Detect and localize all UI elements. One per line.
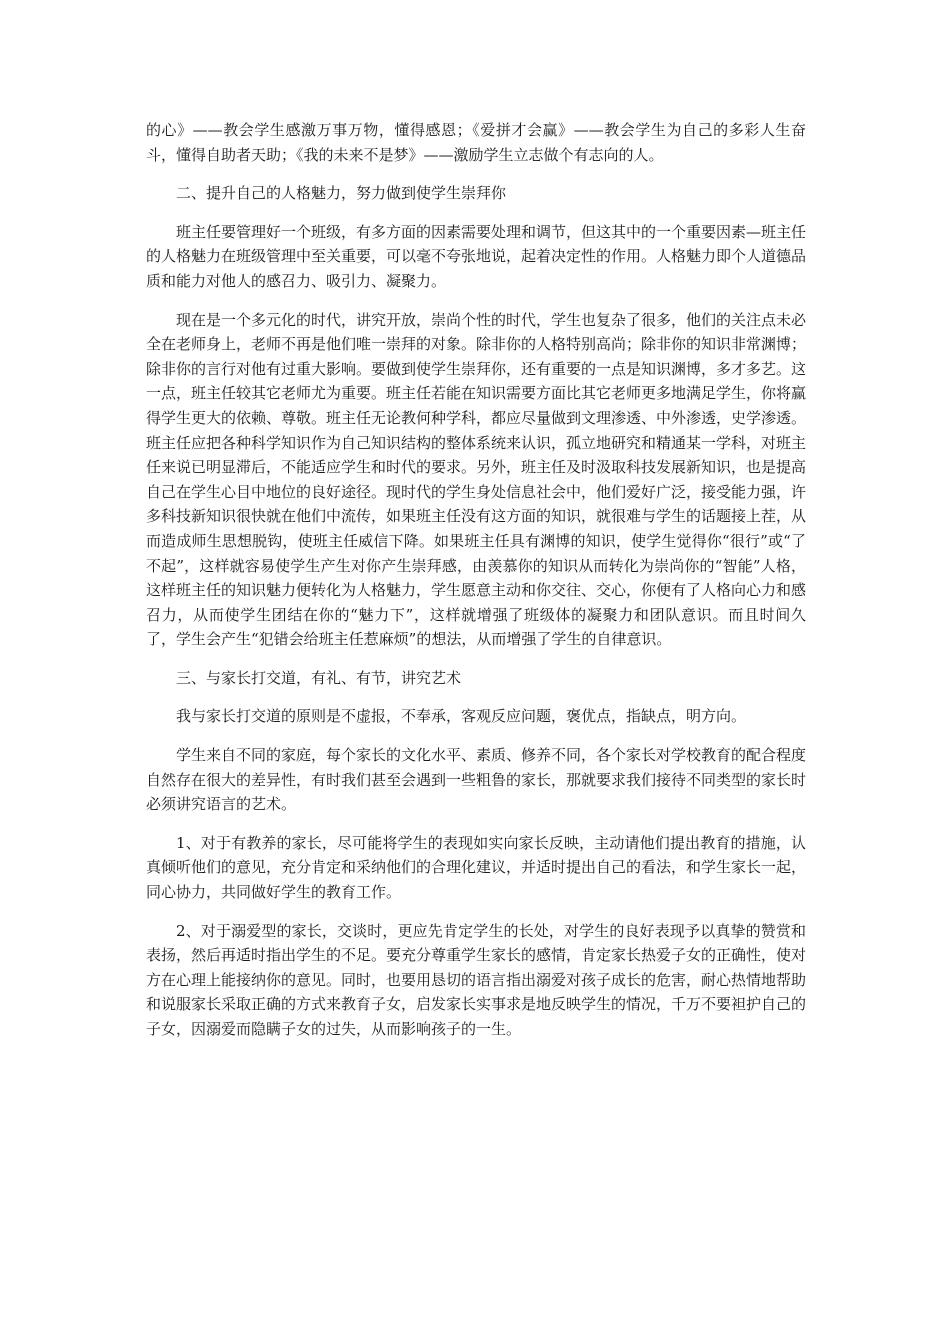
paragraph: 学生来自不同的家庭，每个家长的文化水平、素质、修养不同，各个家长对学校教育的配合程度自然存在很大的差异性，有时我们甚至会遇到一些粗鲁的家长，那就要求我们接待不同类型的家长时必须讲究语言的艺术。	[146, 746, 807, 814]
paragraph-continuation: 的心》——教会学生感激万事万物，懂得感恩；《爱拼才会赢》——教会学生为自己的多彩人生奋斗，懂得自助者天助；《我的未来不是梦》——激励学生立志做个有志向的人。	[146, 121, 806, 164]
list-item-paragraph: 1、对于有教养的家长，尽可能将学生的表现如实向家长反映，主动请他们提出教育的措施，认真倾听他们的意见，充分肯定和采纳他们的合理化建议，并适时提出自己的看法，和学生家长一起，同心协力，共同做好学生的教育工作。	[146, 833, 807, 902]
document-page	[146, 118, 806, 1056]
paragraph: 现在是一个多元化的时代，讲究开放，崇尚个性的时代，学生也复杂了很多，他们的关注点未必全在老师身上，老师不再是他们唯一崇拜的对象。除非你的人格特别高尚；除非你的知识非常渊博；除非你的言行对他有过重大影响。要做到使学生崇拜你，还有重要的一点是知识渊博，多才多艺。这一点，班主任较其它老师尤为重要。班主任若能在知识需要方面比其它老师更多地满足学生，你将赢得学生更大的依赖、尊敬。班主任无论教何种学科，都应尽量做到文理渗透、中外渗透，史学渗透。班主任应把各种科学知识作为自己知识结构的整体系统来认识，孤立地研究和精通某一学科，对班主任来说已明显滞后，不能适应学生和时代的要求。另外，班主任及时汲取科技发展新知识，也是提高自己在学生心目中地位的良好途径。现时代的学生身处信息社会中，他们爱好广泛，接受能力强，许多科技新知识很快就在他们中流传，如果班主任没有这方面的知识，就很难与学生的话题接上茬，从而造成师生思想脱钩，使班主任威信下降。如果班主任具有渊博的知识，使学生觉得你“很行”或“了不起”，这样就容易使学生产生对你产生崇拜感，由羡慕你的知识从而转化为崇尚你的“智能”人格，这样班主任的知识魅力便转化为人格魅力，学生愿意主动和你交往、交心，你便有了人格向心力和感召力，从而使学生团结在你的“魅力下”，这样就增强了班级体的凝聚力和团队意识。而且时间久了，学生会产生“犯错会给班主任惹麻烦”的想法，从而增强了学生的自律意识。	[146, 310, 807, 649]
section-heading-3: 三、与家长打交道，有礼、有节，讲究艺术	[176, 668, 462, 687]
list-item-paragraph: 2、对于溺爱型的家长，交谈时，更应先肯定学生的长处，对学生的良好表现予以真挚的赞赏和表扬，然后再适时指出学生的不足。要充分尊重学生家长的感情，肯定家长热爱子女的正确性，使对方在心理上能接纳你的意见。同时，也要用恳切的语言指出溺爱对孩子成长的危害，耐心热情地帮助和说服家长采取正确的方式来教育子女，启发家长实事求是地反映学生的情况，千万不要袒护自己的子女，因溺爱而隐瞒子女的过失，从而影响孩子的一生。	[146, 921, 807, 1038]
section-heading-2: 二、提升自己的人格魅力，努力做到使学生崇拜你	[176, 184, 507, 203]
paragraph: 我与家长打交道的原则是不虚报，不奉承，客观反应问题，褒优点，指缺点，明方向。	[176, 707, 747, 726]
paragraph: 班主任要管理好一个班级，有多方面的因素需要处理和调节，但这其中的一个重要因素—班主任的人格魅力在班级管理中至关重要，可以毫不夸张地说，起着决定性的作用。人格魅力即个人道德品质和能力对他人的感召力、吸引力、凝聚力。	[146, 222, 807, 290]
